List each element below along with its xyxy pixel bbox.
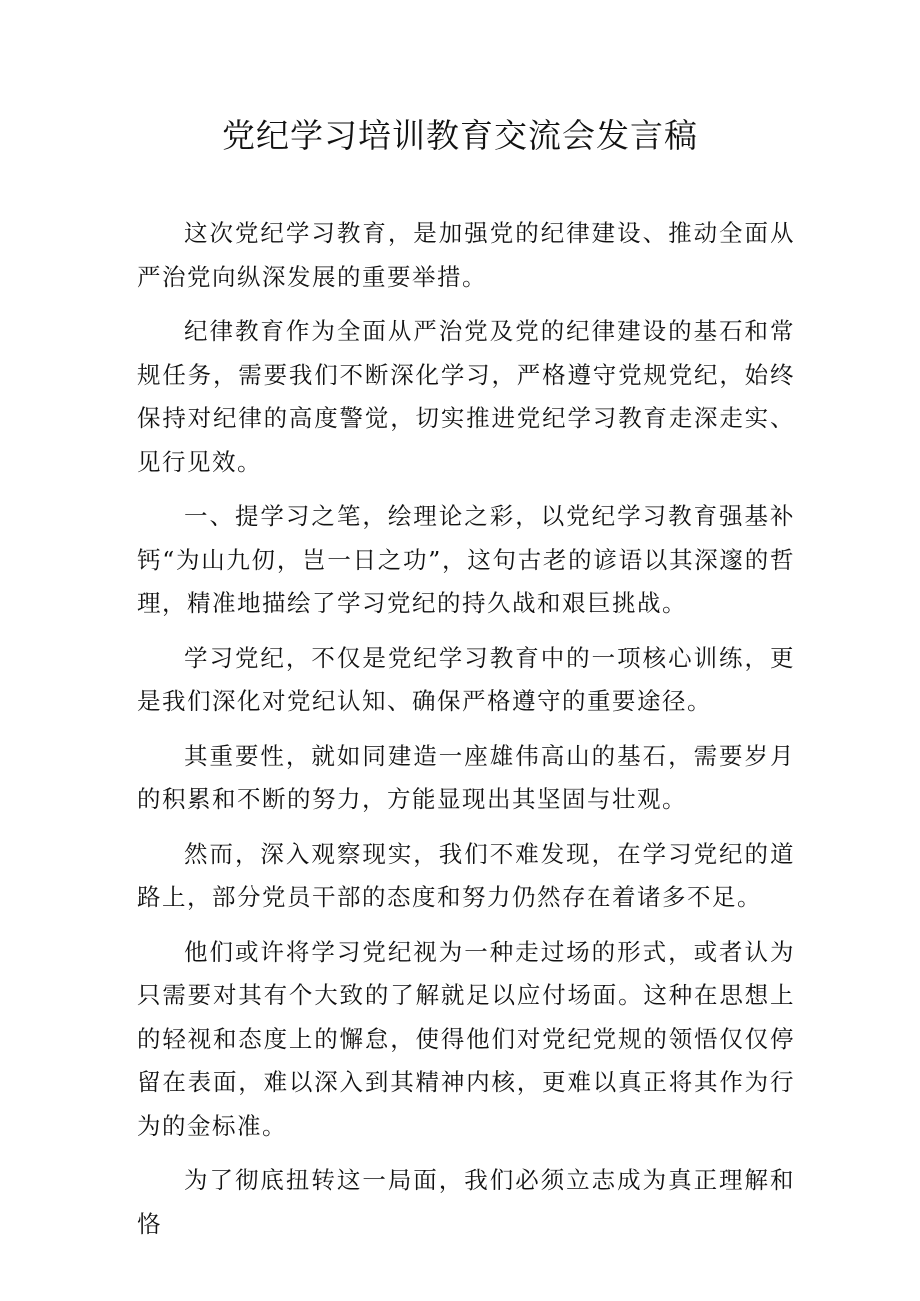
paragraph: 他们或许将学习党纪视为一种走过场的形式，或者认为只需要对其有个大致的了解就足以应付场面。这种在思想上的轻视和态度上的懈怠，使得他们对党纪党规的领悟仅仅停留在表面，难以深入到其精神内核，更难以真正将其作为行为的金标准。 xyxy=(137,937,795,1140)
paragraph: 其重要性，就如同建造一座雄伟高山的基石，需要岁月的积累和不断的努力，方能显现出其坚固与壮观。 xyxy=(137,741,795,813)
document-body xyxy=(137,212,795,1257)
document-title: 党纪学习培训教育交流会发言稿 xyxy=(222,116,698,155)
paragraph: 学习党纪，不仅是党纪学习教育中的一项核心训练，更是我们深化对党纪认知、确保严格遵守的重要途径。 xyxy=(137,643,795,715)
paragraph: 然而，深入观察现实，我们不难发现，在学习党纪的道路上，部分党员干部的态度和努力仍然存在着诸多不足。 xyxy=(137,839,795,911)
paragraph: 一、提学习之笔，绘理论之彩，以党纪学习教育强基补钙“为山九仞，岂一日之功”，这句古老的谚语以其深邃的哲理，精准地描绘了学习党纪的持久战和艰巨挑战。 xyxy=(137,502,795,617)
paragraph: 为了彻底扭转这一局面，我们必须立志成为真正理解和恪 xyxy=(137,1166,795,1238)
paragraph: 这次党纪学习教育，是加强党的纪律建设、推动全面从严治党向纵深发展的重要举措。 xyxy=(137,219,795,291)
paragraph: 纪律教育作为全面从严治党及党的纪律建设的基石和常规任务，需要我们不断深化学习，严格遵守党规党纪，始终保持对纪律的高度警觉，切实推进党纪学习教育走深走实、见行见效。 xyxy=(137,317,795,476)
